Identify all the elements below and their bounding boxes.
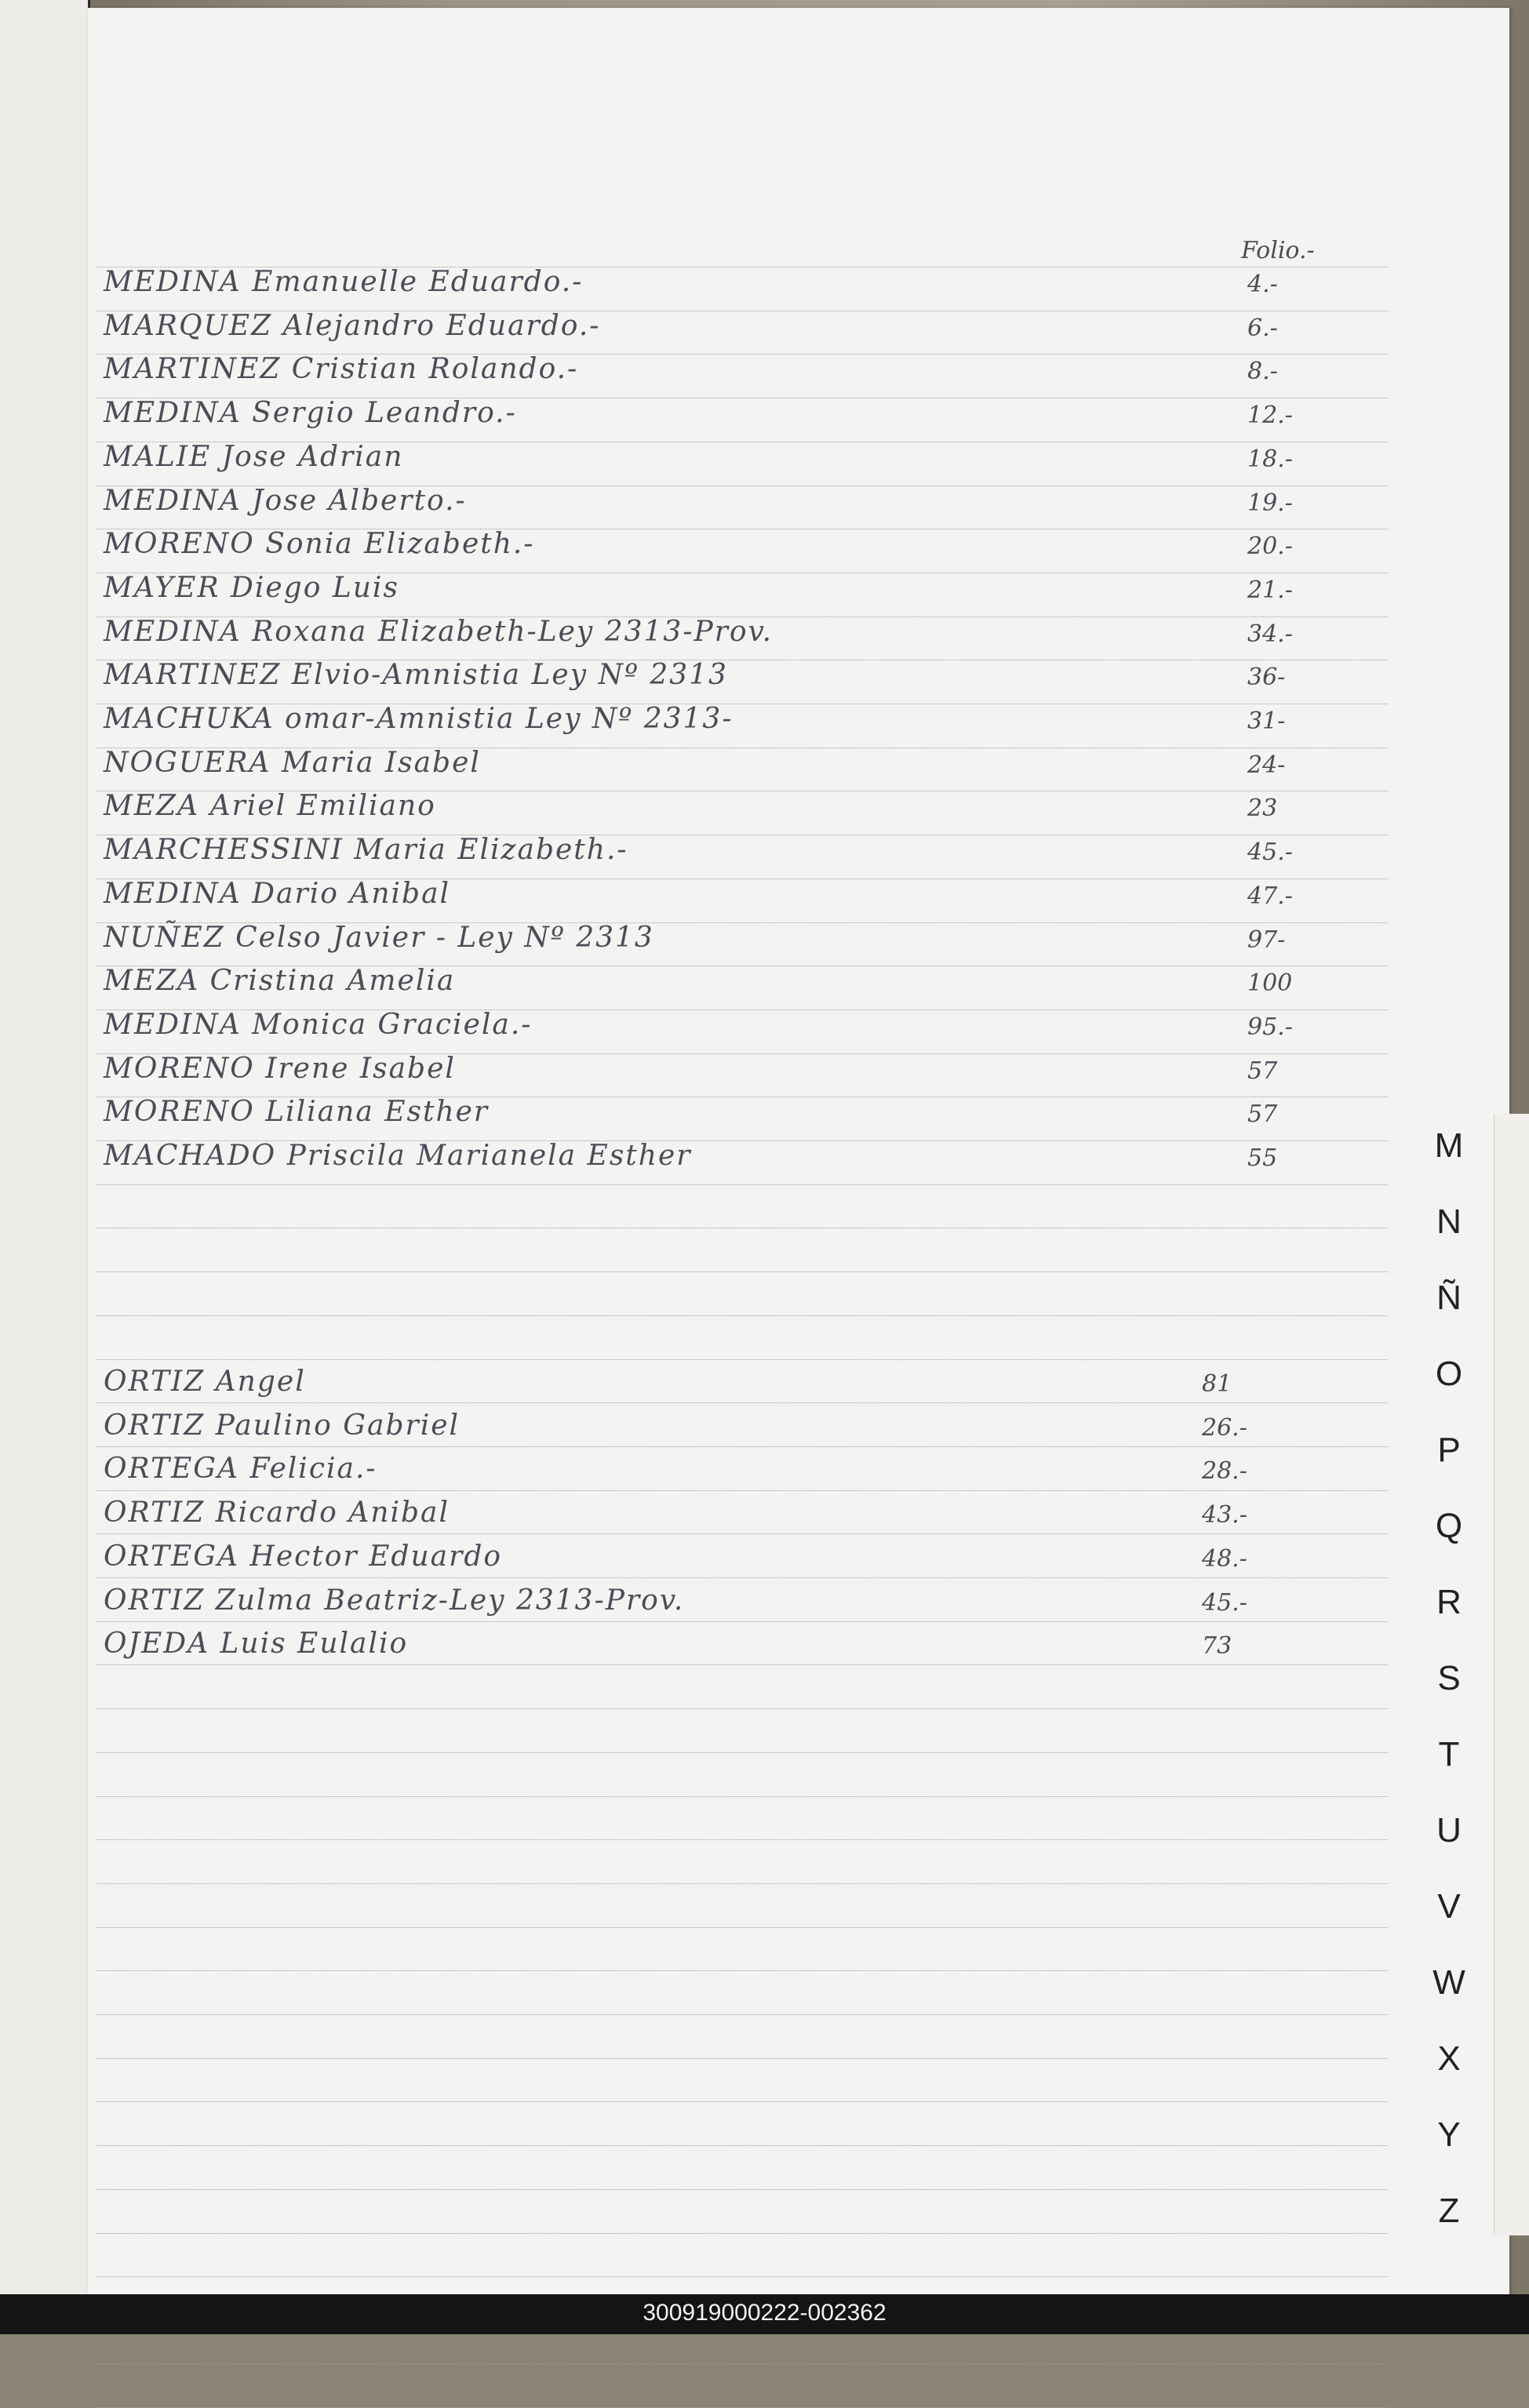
entry-folio: 55 xyxy=(1247,1144,1278,1172)
ruled-line xyxy=(96,1839,1388,1840)
entry-name: ORTEGA Felicia.- xyxy=(104,1453,377,1486)
entry-name: MORENO Irene Isabel xyxy=(104,1052,456,1085)
index-entry xyxy=(88,958,1509,1002)
index-letter[interactable]: Y xyxy=(1437,2115,1461,2154)
ruled-line xyxy=(96,2014,1388,2015)
index-letter[interactable]: O xyxy=(1435,1355,1463,1393)
entry-name: MEDINA Emanuelle Eduardo.- xyxy=(104,266,584,298)
index-letter[interactable]: T xyxy=(1438,1735,1460,1773)
entry-folio: 97- xyxy=(1247,926,1286,954)
entry-name: MARTINEZ Cristian Rolando.- xyxy=(104,353,579,386)
index-entry xyxy=(88,652,1509,696)
entry-folio: 24- xyxy=(1247,751,1286,779)
entry-folio: 73 xyxy=(1202,1632,1232,1661)
folio-header: Folio.- xyxy=(1241,237,1315,264)
entry-name: MEDINA Monica Graciela.- xyxy=(104,1008,533,1041)
index-letter[interactable]: N xyxy=(1436,1202,1462,1241)
entry-folio: 48.- xyxy=(1202,1544,1247,1573)
entry-name: ORTIZ Ricardo Anibal xyxy=(104,1497,450,1530)
entry-folio: 26.- xyxy=(1202,1413,1247,1442)
entry-name: MARQUEZ Alejandro Eduardo.- xyxy=(104,309,601,342)
index-entry xyxy=(88,1620,1509,1664)
entry-name: MACHUKA omar-Amnistia Ley Nº 2313- xyxy=(104,703,734,735)
entry-name: MEDINA Sergio Leandro.- xyxy=(104,397,517,430)
entry-name: MALIE Jose Adrian xyxy=(104,440,404,473)
index-entry xyxy=(88,1446,1509,1490)
index-letter[interactable]: M xyxy=(1434,1126,1464,1165)
ruled-line xyxy=(96,1315,1388,1316)
entry-folio: 18.- xyxy=(1247,445,1293,473)
entry-name: NOGUERA Maria Isabel xyxy=(104,746,481,779)
index-entry xyxy=(88,696,1509,740)
entry-folio: 57 xyxy=(1247,1057,1278,1085)
entry-folio: 23 xyxy=(1247,795,1278,823)
entry-name: MEZA Cristina Amelia xyxy=(104,965,456,998)
index-letter[interactable]: Z xyxy=(1438,2192,1460,2230)
index-entry xyxy=(88,1089,1509,1133)
index-entry xyxy=(88,1133,1509,1177)
entry-folio: 81 xyxy=(1202,1370,1232,1398)
entry-folio: 20.- xyxy=(1247,533,1293,561)
index-entry xyxy=(88,521,1509,565)
ruled-line xyxy=(96,2101,1388,2102)
index-letter[interactable]: Ñ xyxy=(1436,1279,1462,1317)
entry-name: NUÑEZ Celso Javier - Ley Nº 2313 xyxy=(104,921,654,954)
index-letter[interactable]: R xyxy=(1436,1583,1462,1621)
entry-folio: 100 xyxy=(1247,969,1293,998)
entry-name: MORENO Sonia Elizabeth.- xyxy=(104,528,535,561)
ruled-line xyxy=(96,1184,1388,1185)
index-letter[interactable]: Q xyxy=(1435,1507,1463,1545)
ruled-line xyxy=(96,1664,1388,1665)
index-letter[interactable]: U xyxy=(1436,1811,1462,1850)
ruled-line xyxy=(96,1752,1388,1753)
entry-name: MACHADO Priscila Marianela Esther xyxy=(104,1140,692,1172)
entry-folio: 95.- xyxy=(1247,1013,1293,1041)
entry-folio: 57 xyxy=(1247,1100,1278,1129)
ruled-line xyxy=(96,1796,1388,1797)
entry-folio: 4.- xyxy=(1247,271,1278,298)
index-page xyxy=(88,8,1509,2294)
index-entry xyxy=(88,303,1509,347)
entry-folio: 6.- xyxy=(1247,314,1278,342)
entry-name: MARCHESSINI Maria Elizabeth.- xyxy=(104,834,628,867)
entry-name: MEDINA Jose Alberto.- xyxy=(104,484,467,517)
entry-folio: 31- xyxy=(1247,707,1286,735)
entry-folio: 28.- xyxy=(1202,1457,1247,1486)
index-letter[interactable]: V xyxy=(1437,1887,1461,1926)
index-entry xyxy=(88,1046,1509,1089)
index-entry xyxy=(88,346,1509,390)
ruled-line xyxy=(96,1970,1388,1971)
ruled-line xyxy=(96,1271,1388,1272)
index-letter[interactable]: X xyxy=(1437,2039,1461,2078)
entry-name: MEDINA Dario Anibal xyxy=(104,877,451,910)
index-entry xyxy=(88,740,1509,784)
entry-folio: 12.- xyxy=(1247,402,1293,430)
index-entry xyxy=(88,1490,1509,1533)
ruled-line xyxy=(96,1708,1388,1709)
ruled-line xyxy=(96,1883,1388,1884)
index-entry xyxy=(88,783,1509,827)
index-entry xyxy=(88,478,1509,522)
alphabet-tab-strip xyxy=(1494,1114,1529,2235)
entry-name: MEZA Ariel Emiliano xyxy=(104,790,436,823)
ruled-line xyxy=(96,1927,1388,1928)
index-entry xyxy=(88,390,1509,434)
index-entry xyxy=(88,827,1509,871)
index-entry xyxy=(88,434,1509,478)
ruled-line xyxy=(96,2145,1388,2146)
entry-folio: 36- xyxy=(1247,664,1286,692)
entry-name: MAYER Diego Luis xyxy=(104,571,399,604)
ruled-line xyxy=(96,2189,1388,2190)
entry-folio: 34.- xyxy=(1247,620,1293,648)
ruled-line xyxy=(96,2276,1388,2277)
entry-name: MARTINEZ Elvio-Amnistia Ley Nº 2313 xyxy=(104,659,728,692)
document-id: 300919000222-002362 xyxy=(643,2300,886,2326)
entry-folio: 45.- xyxy=(1247,838,1293,867)
index-letter[interactable]: P xyxy=(1437,1431,1461,1469)
entry-name: ORTIZ Zulma Beatriz-Ley 2313-Prov. xyxy=(104,1584,685,1617)
entry-folio: 8.- xyxy=(1247,358,1278,386)
index-letter[interactable]: S xyxy=(1437,1659,1461,1697)
entry-folio: 43.- xyxy=(1202,1501,1247,1530)
entry-folio: 45.- xyxy=(1202,1588,1247,1617)
entry-name: MEDINA Roxana Elizabeth-Ley 2313-Prov. xyxy=(104,615,774,648)
entry-folio: 19.- xyxy=(1247,489,1293,517)
index-entry xyxy=(88,1002,1509,1046)
entry-name: MORENO Liliana Esther xyxy=(104,1096,490,1129)
entry-name: OJEDA Luis Eulalio xyxy=(104,1628,409,1661)
ruled-line xyxy=(96,2364,1388,2365)
index-entry xyxy=(88,915,1509,958)
left-page-edge xyxy=(0,0,90,2294)
index-entry xyxy=(88,1359,1509,1402)
entry-folio: 47.- xyxy=(1247,882,1293,910)
index-entry xyxy=(88,1402,1509,1446)
index-entry xyxy=(88,1577,1509,1621)
index-entry xyxy=(88,609,1509,653)
index-entry xyxy=(88,565,1509,609)
ruled-line xyxy=(96,2058,1388,2059)
ruled-line xyxy=(96,2233,1388,2234)
entry-folio: 21.- xyxy=(1247,576,1293,604)
entry-name: ORTIZ Angel xyxy=(104,1366,306,1398)
entry-name: ORTIZ Paulino Gabriel xyxy=(104,1409,461,1442)
entry-name: ORTEGA Hector Eduardo xyxy=(104,1540,503,1573)
index-entry xyxy=(88,1533,1509,1577)
index-entry xyxy=(88,871,1509,915)
index-letter[interactable]: W xyxy=(1433,1963,1465,2002)
index-entry xyxy=(88,259,1509,303)
